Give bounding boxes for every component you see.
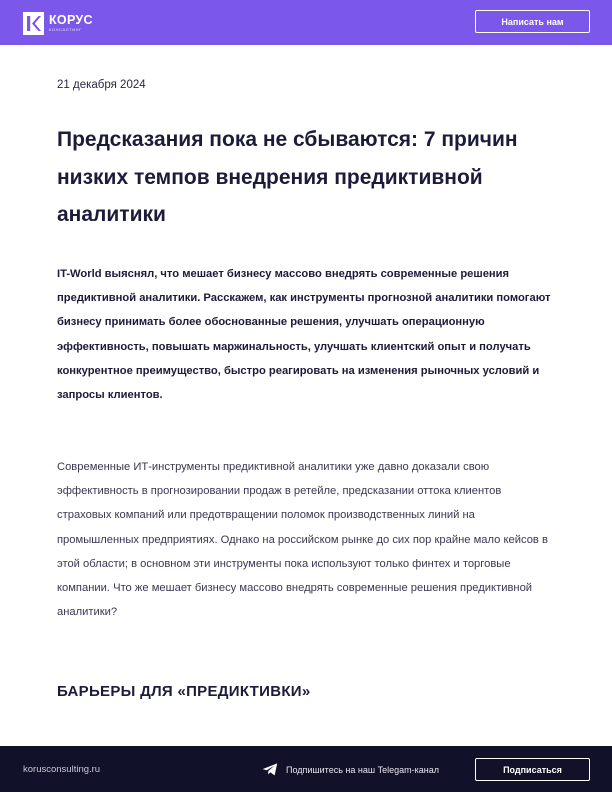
article-title: Предсказания пока не сбываются: 7 причин низких темпов внедрения предиктивной аналитики (57, 128, 518, 226)
korus-logo[interactable] (23, 11, 93, 35)
site-footer (0, 746, 612, 792)
telegram-icon (262, 763, 278, 776)
logo-subtitle: КОНСАЛТИНГ (49, 27, 82, 32)
subscribe-button[interactable]: Подписаться (475, 758, 590, 781)
logo-name: КОРУС (49, 13, 93, 27)
article-lead: IT-World выяснял, что мешает бизнесу массово внедрять современные решения предиктивной аналитики. Расскажем, как инструменты прогнозной аналитики помогают бизнесу принимать более обоснованные решения, улучшать операционную эффективность, повышать маржинальность, улучшать клиентский опыт и получать конкурентное преимущество, быстро реагировать на изменения рыночных условий и запросы клиентов. (57, 268, 551, 402)
article-date: 21 декабря 2024 (57, 79, 146, 91)
section-heading: БАРЬЕРЫ ДЛЯ «ПРЕДИКТИВКИ» (57, 683, 311, 700)
site-header (0, 0, 612, 45)
telegram-text: Подпишитесь на наш Telegam-канал (286, 764, 439, 775)
site-link[interactable]: korusconsulting.ru (23, 764, 101, 775)
telegram-subscribe-link[interactable] (262, 763, 439, 776)
korus-logo-icon (23, 12, 44, 35)
article-body: Современные ИТ-инструменты предиктивной аналитики уже давно доказали свою эффективность в прогнозировании продаж в ретейле, предсказании оттока клиентов страховых компаний или предотвращении поломок производственных линий на промышленных предприятиях. Однако на российском рынке до сих пор крайне мало кейсов в этой области; в основном эти инструменты пока используют только финтех и торговые компании. Что же мешает бизнесу массово внедрять современные решения предиктивной аналитики? (57, 461, 548, 619)
write-us-button[interactable]: Написать нам (475, 10, 590, 33)
